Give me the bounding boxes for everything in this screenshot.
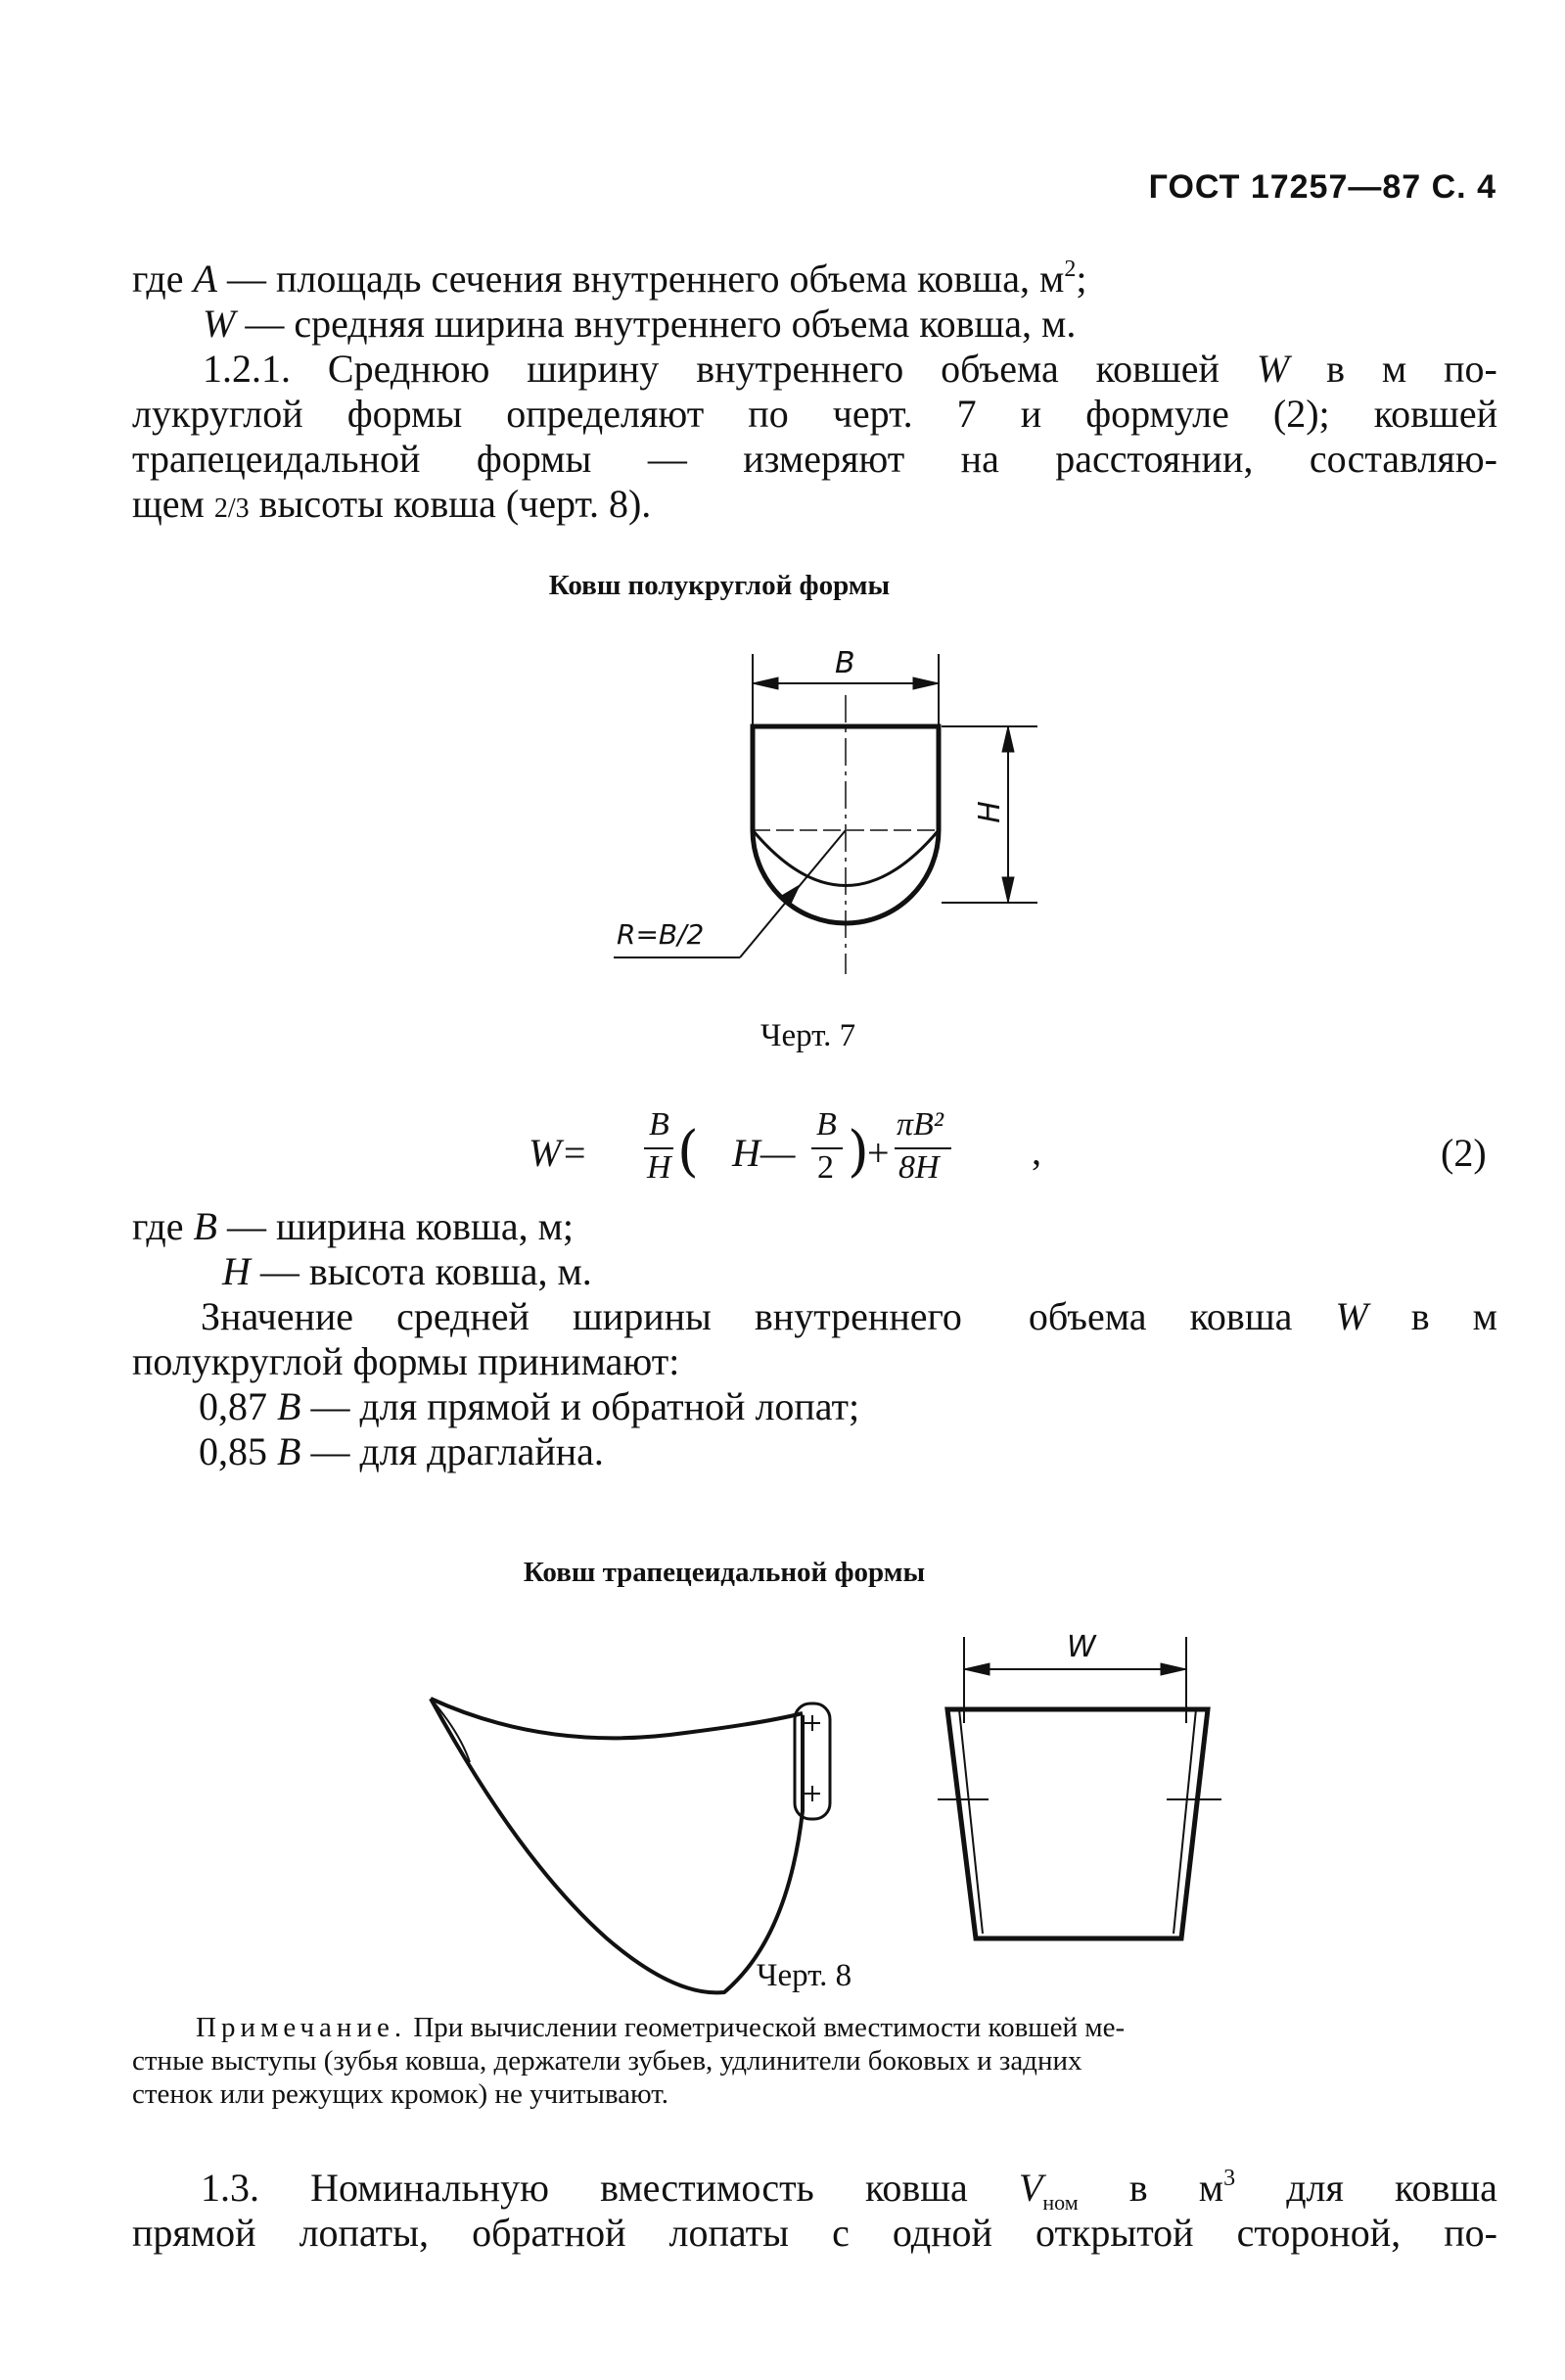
page-header: ГОСТ 17257—87 С. 4 xyxy=(1148,168,1496,206)
values-line1: Значение средней ширины внутреннего объема ковша W в м xyxy=(201,1294,1497,1338)
paren-right: ) xyxy=(848,1120,869,1184)
note-line3: стенок или режущих кромок) не учитывают. xyxy=(132,2078,669,2110)
para-1-2-1-line3: трапецеидальной формы — измеряют на расстоянии, составляю- xyxy=(132,437,1497,481)
para-1-2-1-line4: щем 2/3 высоты ковша (черт. 8). xyxy=(132,482,652,526)
definition-b: где B — ширина ковша, м; xyxy=(132,1204,575,1248)
figure-8-title: Ковш трапецеидальной формы xyxy=(523,1557,926,1588)
para-1-3-line2: прямой лопаты, обратной лопаты с одной открытой стороной, по- xyxy=(132,2211,1497,2255)
definition-w: W — средняя ширина внутреннего объема ковша, м. xyxy=(203,302,1077,346)
note-line2: стные выступы (зубья ковша, держатели зубьев, удлинители боковых и задних xyxy=(132,2045,1082,2077)
label-w: W xyxy=(1067,1630,1096,1664)
paren-left: ( xyxy=(677,1120,699,1184)
formula-2: W= B H ( H— B 2 ) + πB² 8H , (2) xyxy=(529,1106,1487,1186)
values-line3: 0,87 B — для прямой и обратной лопат; xyxy=(199,1384,860,1428)
figure-7-title: Ковш полукруглой формы xyxy=(548,570,891,601)
label-r: R=B/2 xyxy=(617,918,705,951)
note-line1: Примечание. При вычислении геометрической вместимости ковшей ме- xyxy=(196,2012,1126,2043)
para-1-3-line1: 1.3. Номинальную вместимость ковша $V_{ном}$ в $м^3$ для ковша xyxy=(201,2166,1497,2215)
para-1-2-1-line1: 1.2.1. Среднюю ширину внутреннего объема ковшей W в м по- xyxy=(203,347,1497,391)
definition-a: где A — площадь сечения внутреннего объема ковша, $м^2$; xyxy=(132,257,1087,301)
values-line2: полукруглой формы принимают: xyxy=(132,1339,680,1383)
figure-7-caption: Черт. 7 xyxy=(760,1018,856,1053)
note-label: Примечание. xyxy=(196,2012,407,2043)
definition-h: H — высота ковша, м. xyxy=(222,1249,592,1293)
para-1-2-1-line2: лукруглой формы определяют по черт. 7 и формуле (2); ковшей xyxy=(132,392,1497,436)
figure-8-caption: Черт. 8 xyxy=(757,1958,852,1993)
values-line4: 0,85 B — для драглайна. xyxy=(199,1429,604,1473)
formula-number: (2) xyxy=(1441,1131,1487,1175)
label-h: H xyxy=(972,801,1007,823)
label-b: B xyxy=(835,646,855,680)
